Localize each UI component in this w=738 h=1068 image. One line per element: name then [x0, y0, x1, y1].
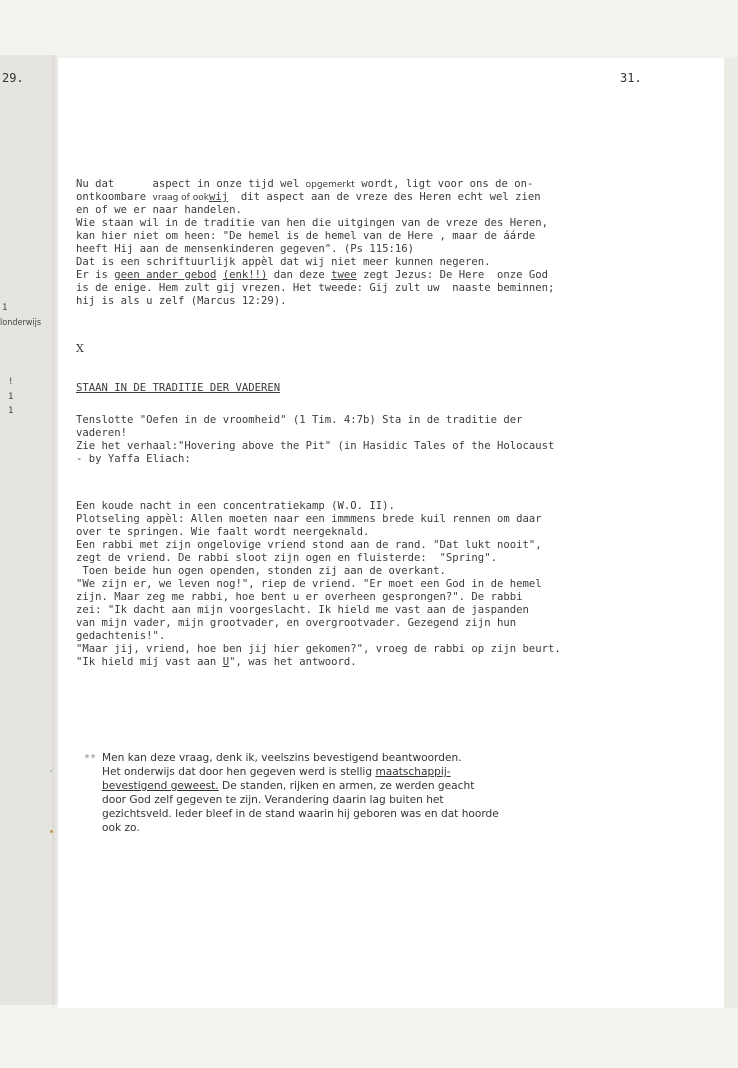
page-shadow [724, 58, 738, 1008]
paragraph-line: ontkoombare vraag of ookwij dit aspect aan de vreze des Heren echt wel zien [76, 191, 541, 203]
paragraph-line: is de enige. Hem zult gij vrezen. Het tweede: Gij zult uw naaste beminnen; [76, 282, 555, 294]
margin-note: ! [8, 377, 14, 387]
paragraph-line: - by Yaffa Eliach: [76, 453, 191, 465]
footnote-line: bevestigend geweest. De standen, rijken en armen, ze werden geacht [102, 780, 475, 792]
story-line: Een koude nacht in een concentratiekamp (W.O. II). [76, 500, 395, 512]
paragraph-line: vaderen! [76, 427, 128, 439]
margin-note: londerwijs [0, 318, 42, 328]
story-line: Plotseling appèl: Allen moeten naar een immmens brede kuil rennen om daar [76, 513, 542, 525]
margin-note: 1 [2, 303, 8, 313]
story-line: over te springen. Wie faalt wordt neergeknald. [76, 526, 370, 538]
page-number-right: 31. [620, 71, 642, 85]
margin-note: 1 [8, 406, 14, 416]
section-heading: STAAN IN DE TRADITIE DER VADEREN [76, 382, 281, 394]
page-speck [50, 770, 52, 772]
paragraph-line: Dat is een schriftuurlijk appèl dat wij niet meer kunnen negeren. [76, 256, 491, 268]
story-line: Toen beide hun ogen openden, stonden zij aan de overkant. [76, 565, 446, 577]
footnote-line: Men kan deze vraag, denk ik, veelszins bevestigend beantwoorden. [102, 752, 462, 764]
margin-note: 1 [8, 392, 14, 402]
story-line: zei: "Ik dacht aan mijn voorgeslacht. Ik hield me vast aan de jaspanden [76, 604, 529, 616]
paragraph-line: Wie staan wil in de traditie van hen die uitgingen van de vreze des Heren, [76, 217, 548, 229]
footnote-line: Het onderwijs dat door hen gegeven werd is stellig maatschappij- [102, 766, 451, 778]
paragraph-line: Zie het verhaal:"Hovering above the Pit" (in Hasidic Tales of the Holocaust [76, 440, 555, 452]
page-speck [50, 830, 53, 833]
page-number-left: 29. [2, 71, 24, 85]
paragraph-line: en of we er naar handelen. [76, 204, 242, 216]
story-line: "Maar jij, vriend, hoe ben jij hier gekomen?", vroeg de rabbi op zijn beurt. [76, 643, 561, 655]
left-page-strip [0, 55, 58, 1005]
story-line: "We zijn er, we leven nog!", riep de vriend. "Er moet een God in de hemel [76, 578, 542, 590]
footnote-line: gezichtsveld. Ieder bleef in de stand waarin hij geboren was en dat hoorde [102, 808, 499, 820]
footnote-line: ook zo. [102, 822, 140, 834]
paragraph-line: Tenslotte "Oefen in de vroomheid" (1 Tim. 4:7b) Sta in de traditie der [76, 414, 523, 426]
story-line: zijn. Maar zeg me rabbi, hoe bent u er overheen gesprongen?". De rabbi [76, 591, 523, 603]
paragraph-line: kan hier niet om heen: "De hemel is de hemel van de Here , maar de áárde [76, 230, 536, 242]
footnote-line: door God zelf gegeven te zijn. Verandering daarin lag buiten het [102, 794, 444, 806]
footnote-mark: ** [84, 753, 97, 764]
story-line: zegt de vriend. De rabbi sloot zijn ogen en fluisterde: "Spring". [76, 552, 497, 564]
paragraph-line: Nu dat aspect in onze tijd wel opgemerkt wordt, ligt voor ons de on- [76, 178, 534, 190]
story-line: "Ik hield mij vast aan U", was het antwoord. [76, 656, 357, 668]
story-line: Een rabbi met zijn ongelovige vriend stond aan de rand. "Dat lukt nooit", [76, 539, 542, 551]
paragraph-line: hij is als u zelf (Marcus 12:29). [76, 295, 287, 307]
story-line: gedachtenis!". [76, 630, 166, 642]
paragraph-line: heeft Hij aan de mensenkinderen gegeven". (Ps 115:16) [76, 243, 415, 255]
story-line: van mijn vader, mijn grootvader, en overgrootvader. Gezegend zijn hun [76, 617, 517, 629]
x-mark: X [76, 342, 84, 355]
paragraph-line: Er is geen ander gebod (enk!!) dan deze twee zegt Jezus: De Here onze God [76, 269, 549, 281]
